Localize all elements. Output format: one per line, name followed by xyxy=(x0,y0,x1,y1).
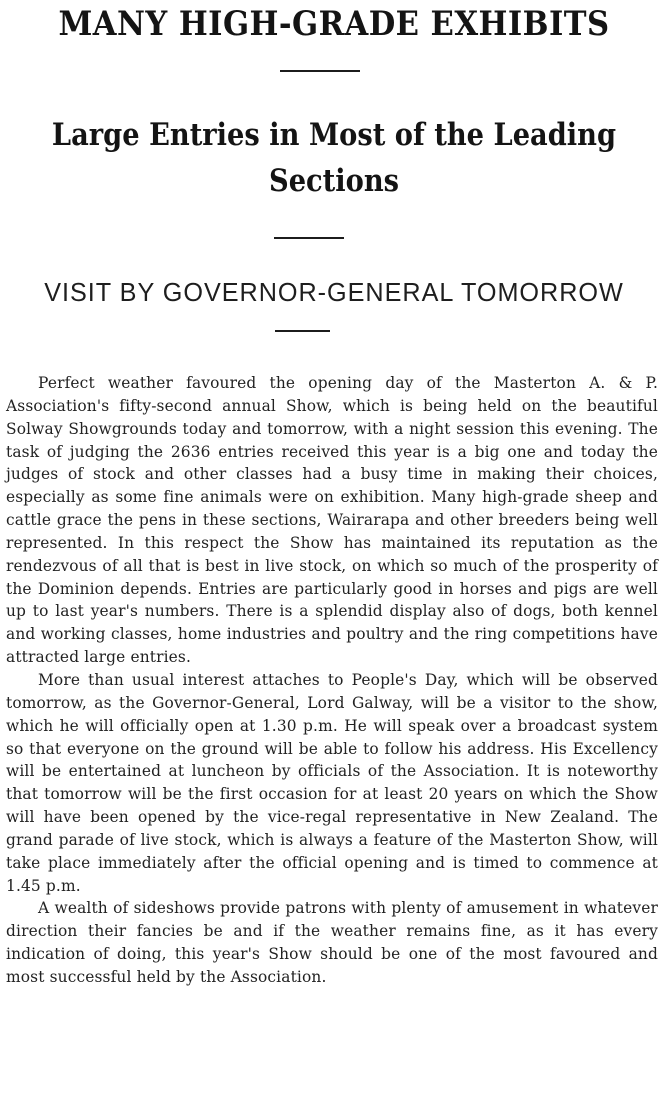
article-paragraph: Perfect weather favoured the opening day of the Masterton A. & P. Association's fifty-second annual Show, which is being held on the beautiful Solway Showgrounds today and tomorrow, with a night session this evening. The task of judging the 2636 entries received this year is a big one and today the judges of stock and other classes had a busy time in making their choices, especially as some fine animals were on exhibition. Many high-grade sheep and cattle grace the pens in these sections, Wairarapa and other breeders being well represented. In this respect the Show has maintained its reputation as the rendezvous of all that is best in live stock, on which so much of the prosperity of the Dominion depends. Entries are particularly good in horses and pigs are well up to last year's numbers. There is a splendid display also of dogs, both kennel and working classes, home industries and poultry and the ring competitions have attracted large entries. xyxy=(6,374,658,667)
deck-headline: VISIT BY GOVERNOR-GENERAL TOMORROW xyxy=(44,277,624,307)
subheadline: Large Entries in Most of the Leading Sections xyxy=(51,117,617,199)
headline: MANY HIGH-GRADE EXHIBITS xyxy=(58,4,610,44)
divider-rule xyxy=(280,70,360,72)
divider-rule xyxy=(275,330,330,332)
article-paragraph: More than usual interest attaches to People's Day, which will be observed tomorrow, as the Governor-General, Lord Galway, will be a visitor to the show, which he will officially open at 1.30 p.m. He will speak over a broadcast system so that everyone on the ground will be able to follow his address. His Excellency will be entertained at luncheon by officials of the Association. It is noteworthy that tomorrow will be the first occasion for at least 20 years on which the Show will have been opened by the vice-regal representative in New Zealand. The grand parade of live stock, which is always a feature of the Masterton Show, will take place immediately after the official opening and is timed to commence at 1.45 p.m. xyxy=(6,670,658,895)
divider-rule xyxy=(274,237,344,239)
article-paragraph: A wealth of sideshows provide patrons with plenty of amusement in whatever direction their fancies be and if the weather remains fine, as it has every indication of doing, this year's Show should be one of the most favoured and most successful held by the Association. xyxy=(6,899,658,986)
article-body xyxy=(6,372,658,989)
